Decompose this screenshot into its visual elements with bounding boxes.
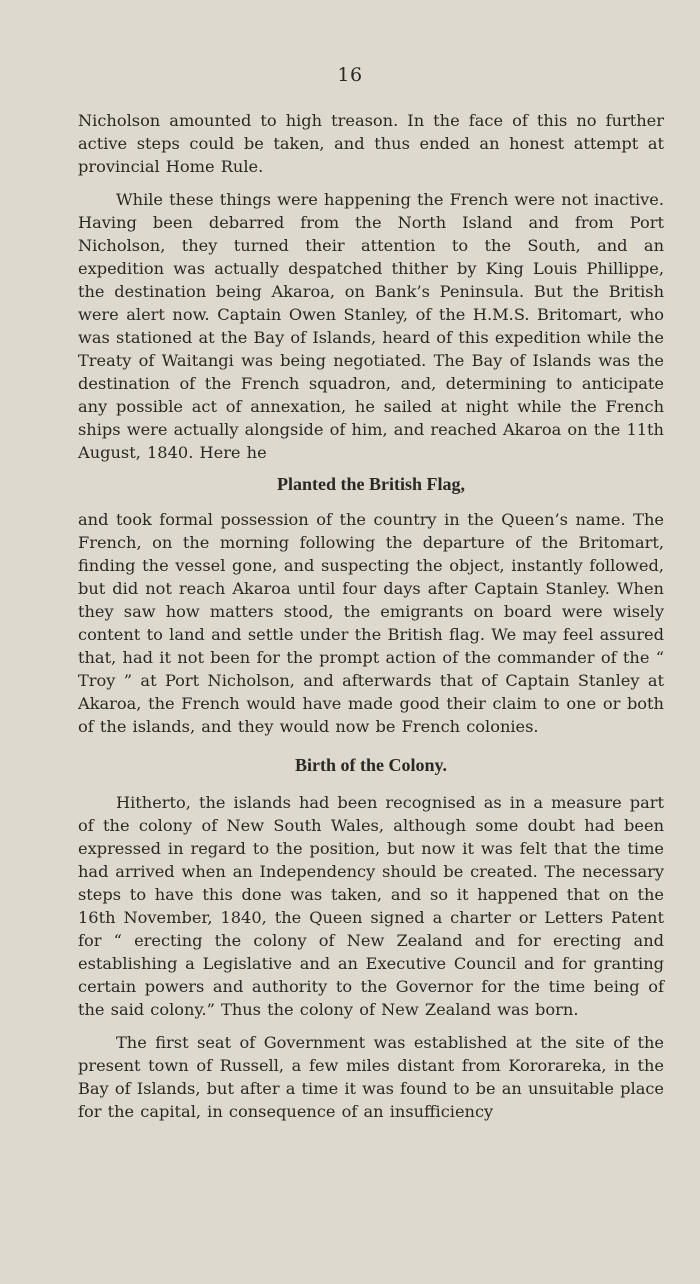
paragraph-independency: Hitherto, the islands had been recognised as in a measure part of the colony of New South Wales, although some doubt had been expressed in regard to the position, but now it was felt that the time had arrived when an Independency should be created. The necessary steps to have this done was taken, and so it happened that on the 16th November, 1840, the Queen signed a charter or Letters Patent for “ erecting the colony of New Zealand and for erecting and establishing a Legislative and an Executive Council and for granting certain powers and authority to the Governor for the time being of the said colony.” Thus the colony of New Zealand was born. (78, 793, 664, 1019)
paragraph-home-rule-ending: Nicholson amounted to high treason. In the face of this no further active steps could be taken, and thus ended an honest attempt at provincial Home Rule. (78, 111, 664, 176)
paragraph-formal-possession: and took formal possession of the country in the Queen’s name. The French, on the morning following the departure of the Britomart, finding the vessel gone, and suspecting the object, instantly followed, but did not reach Akaroa until four days after Captain Stanley. When they saw how matters stood, the emigrants on board were wisely content to land and settle under the British flag. We may feel assured that, had it not been for the prompt action of the commander of the “ Troy ” at Port Nicholson, and afterwards that of Captain Stanley at Akaroa, the French would have made good their claim to one or both of the islands, and they would now be French colonies. (78, 510, 664, 736)
heading-birth-of-colony: Birth of the Colony. (294, 755, 447, 775)
heading-planted-british-flag: Planted the British Flag, (277, 474, 465, 494)
page-number: 16 (337, 64, 363, 86)
paragraph-first-seat-of-government: The first seat of Government was established at the site of the present town of Russell, a few miles distant from Kororareka, in the Bay of Islands, but after a time it was found to be an unsuitable place for the capital, in consequence of an insufficiency (78, 1033, 664, 1121)
body-text (78, 109, 664, 1123)
paragraph-french-expedition: While these things were happening the French were not inactive. Having been debarred from the North Island and from Port Nicholson, they turned their attention to the South, and an expedition was actually despatched thither by King Louis Phillippe, the destination being Akaroa, on Bank’s Peninsula. But the British were alert now. Captain Owen Stanley, of the H.M.S. Britomart, who was stationed at the Bay of Islands, heard of this expedition while the Treaty of Waitangi was being negotiated. The Bay of Islands was the destination of the French squadron, and, determining to anticipate any possible act of annexation, he sailed at night while the French ships were actually alongside of him, and reached Akaroa on the 11th August, 1840. Here he (78, 190, 664, 462)
